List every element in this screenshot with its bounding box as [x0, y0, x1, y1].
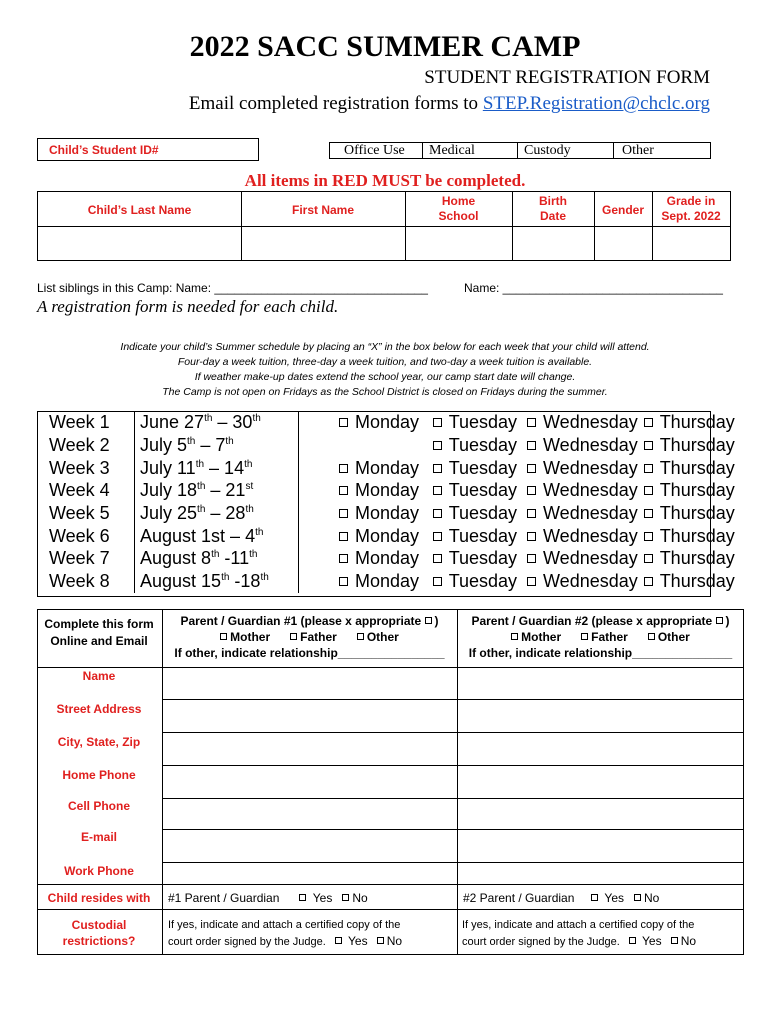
resides-p2-yes-checkbox[interactable] [591, 894, 598, 901]
week-date-end-suffix: th [249, 549, 258, 561]
tuesday-label: Tuesday [448, 525, 518, 546]
field-label-cell-phone: Cell Phone [67, 799, 130, 813]
office-use-label: Office Use [344, 143, 405, 158]
instruction-line: The Camp is not open on Fridays as the School District is closed on Fridays during the summer. [162, 386, 608, 398]
instruction-line: Indicate your child’s Summer schedule by placing an “X” in the box below for each week that your child will attend. [120, 341, 650, 353]
thursday-option [644, 457, 735, 479]
thursday-checkbox[interactable] [644, 554, 653, 563]
parent2-father-checkbox[interactable] [581, 633, 588, 640]
wednesday-label: Wednesday [543, 548, 638, 569]
week-label: Week 8 [37, 570, 135, 593]
monday-option [339, 570, 433, 592]
wednesday-checkbox[interactable] [527, 554, 536, 563]
wednesday-label: Wednesday [543, 480, 638, 501]
custody-p1 [168, 917, 402, 950]
parent2-father-label: Father [591, 630, 628, 644]
student-id-label: Child’s Student ID# [49, 143, 159, 157]
tuesday-checkbox[interactable] [433, 464, 442, 473]
tuesday-label: Tuesday [448, 571, 518, 592]
tuesday-checkbox[interactable] [433, 441, 442, 450]
week-date-end-suffix: st [245, 481, 254, 493]
parent2-title: Parent / Guardian #2 (please x appropriate [471, 614, 713, 628]
week-date-start: August 1st – 4 [140, 525, 256, 546]
parent1-other-label: Other [366, 630, 399, 644]
thursday-option [644, 525, 735, 547]
tuesday-option [433, 411, 527, 433]
week-date-start-suffix: th [197, 481, 206, 493]
parent2-header: Parent / Guardian #2 (please x appropriate ) Mother Father Other If other, indicate relationship_______________ [457, 613, 744, 661]
thursday-checkbox[interactable] [644, 486, 653, 495]
col-grade-line1: Grade in [666, 194, 716, 208]
custody-p1-yes: Yes [348, 934, 368, 948]
week-days [299, 434, 735, 457]
col-birth-date-line1: Birth [539, 194, 567, 208]
week-date-start: June 27 [140, 412, 205, 433]
week-date-end: – 14 [204, 457, 245, 478]
monday-checkbox[interactable] [339, 577, 348, 586]
wednesday-option [527, 434, 644, 456]
week-date-start-suffix: th [197, 504, 206, 516]
week-date-end: – 30 [212, 412, 253, 433]
monday-option [339, 479, 433, 501]
wednesday-option [527, 411, 644, 433]
thursday-label: Thursday [659, 503, 735, 524]
week-dates [135, 456, 299, 479]
week-days [299, 411, 735, 434]
parent1-mother-checkbox[interactable] [220, 633, 227, 640]
wednesday-label: Wednesday [543, 412, 638, 433]
wednesday-checkbox[interactable] [527, 418, 536, 427]
col-home-school-line2: School [438, 209, 479, 223]
monday-checkbox[interactable] [339, 418, 348, 427]
parent1-title: Parent / Guardian #1 (please x appropriate [180, 614, 422, 628]
wednesday-option [527, 525, 644, 547]
week-date-end-suffix: th [225, 436, 234, 448]
resides-p1-label: #1 Parent / Guardian [168, 891, 280, 905]
week-date-end: – 28 [205, 503, 246, 524]
week-row [37, 434, 735, 457]
field-label-custodial-line1: Custodial [71, 918, 127, 932]
field-label-work-phone: Work Phone [64, 864, 134, 878]
parent2-relationship[interactable]: If other, indicate relationship_______________ [468, 646, 733, 660]
complete-form-line1: Complete this form [44, 617, 154, 631]
week-days [299, 456, 735, 479]
tuesday-checkbox[interactable] [433, 509, 442, 518]
parent2-mother-label: Mother [521, 630, 562, 644]
field-label-email: E-mail [80, 830, 117, 844]
each-child-note: A registration form is needed for each child. [37, 297, 339, 316]
wednesday-checkbox[interactable] [527, 532, 536, 541]
col-gender: Gender [601, 203, 644, 217]
thursday-label: Thursday [659, 457, 735, 478]
tuesday-option [433, 502, 527, 524]
thursday-checkbox[interactable] [644, 464, 653, 473]
siblings-line-1: List siblings in this Camp: Name: ________________________________ [37, 281, 428, 295]
resides-p2-label: #2 Parent / Guardian [463, 891, 575, 905]
thursday-option [644, 547, 735, 569]
week-date-start: July 11 [140, 457, 196, 478]
parent1-father-checkbox[interactable] [290, 633, 297, 640]
week-row [37, 547, 735, 570]
email-instruction [189, 93, 710, 115]
monday-checkbox[interactable] [339, 532, 348, 541]
thursday-label: Thursday [659, 525, 735, 546]
week-date-end-suffix: th [252, 413, 261, 425]
week-date-end: -11 [219, 548, 250, 569]
tuesday-label: Tuesday [448, 480, 518, 501]
field-label-city: City, State, Zip [57, 735, 141, 749]
wednesday-label: Wednesday [543, 457, 638, 478]
monday-label: Monday [355, 525, 420, 546]
week-dates [135, 479, 299, 502]
week-label: Week 6 [37, 524, 135, 547]
student-id-field[interactable] [37, 138, 259, 161]
week-row [37, 502, 735, 525]
thursday-label: Thursday [659, 435, 735, 456]
custody-p2-yes-checkbox[interactable] [629, 937, 636, 944]
wednesday-option [527, 457, 644, 479]
tuesday-checkbox[interactable] [433, 486, 442, 495]
custody-p2-line1: If yes, indicate and attach a certified copy of the [462, 919, 695, 931]
week-date-end: – 21 [205, 480, 246, 501]
tuesday-checkbox[interactable] [433, 532, 442, 541]
tuesday-checkbox[interactable] [433, 554, 442, 563]
resides-p2-yes: Yes [604, 891, 624, 905]
week-date-start: August 15 [140, 571, 222, 592]
monday-label: Monday [355, 548, 420, 569]
week-date-start-suffix: th [187, 436, 196, 448]
wednesday-checkbox[interactable] [527, 486, 536, 495]
week-label: Week 3 [37, 456, 135, 479]
col-first-name: First Name [291, 203, 355, 217]
instruction-line: Four-day a week tuition, three-day a week tuition, and two-day a week tuition is available. [177, 356, 593, 368]
thursday-checkbox[interactable] [644, 441, 653, 450]
thursday-option [644, 570, 735, 592]
complete-form-note [37, 616, 161, 650]
custody-p1-line1: If yes, indicate and attach a certified copy of the [168, 919, 401, 931]
tuesday-option [433, 457, 527, 479]
week-date-start: July 5 [140, 435, 188, 456]
required-note: All items in RED MUST be completed. [244, 171, 526, 190]
monday-checkbox[interactable] [339, 486, 348, 495]
week-days [299, 502, 735, 525]
resides-p1-yes: Yes [312, 891, 333, 905]
field-label-name: Name [82, 669, 116, 683]
week-date-start: July 25 [140, 503, 198, 524]
wednesday-checkbox[interactable] [527, 577, 536, 586]
week-row [37, 411, 735, 434]
field-label-street: Street Address [56, 702, 142, 716]
resides-p2 [463, 891, 659, 905]
monday-option [339, 547, 433, 569]
tuesday-option [433, 547, 527, 569]
week-date-end: – 7 [195, 435, 226, 456]
monday-option [339, 502, 433, 524]
page-title: 2022 SACC SUMMER CAMP [189, 30, 581, 63]
week-label: Week 5 [37, 502, 135, 525]
tuesday-label: Tuesday [448, 503, 518, 524]
thursday-option [644, 434, 735, 456]
child-info-table [37, 191, 731, 261]
col-grade-line2: Sept. 2022 [661, 209, 721, 223]
tuesday-label: Tuesday [448, 412, 518, 433]
wednesday-checkbox[interactable] [527, 441, 536, 450]
week-date-start: July 18 [140, 480, 198, 501]
wednesday-option [527, 547, 644, 569]
week-dates [135, 434, 299, 457]
tuesday-checkbox[interactable] [433, 577, 442, 586]
field-label-custodial-line2: restrictions? [62, 934, 136, 948]
col-home-school-line1: Home [441, 194, 476, 208]
custody-p1-yes-checkbox[interactable] [335, 937, 342, 944]
week-days [299, 570, 735, 593]
monday-checkbox[interactable] [339, 509, 348, 518]
instructions [0, 340, 770, 400]
week-label: Week 2 [37, 434, 135, 457]
custody-p1-no: No [386, 934, 403, 948]
tuesday-option [433, 525, 527, 547]
week-dates [135, 524, 299, 547]
week-date-start-suffix: th [211, 549, 220, 561]
checkbox-icon [425, 617, 432, 624]
week-days [299, 479, 735, 502]
tuesday-label: Tuesday [448, 435, 518, 456]
monday-checkbox[interactable] [339, 554, 348, 563]
parent1-relationship[interactable]: If other, indicate relationship________________ [174, 646, 445, 660]
week-date-end-suffix: th [260, 572, 269, 584]
week-date-end-suffix: th [244, 458, 253, 470]
custody-p2-no: No [680, 934, 697, 948]
parent1-header: Parent / Guardian #1 (please x appropriate ) Mother Father Other If other, indicate relationship________________ [162, 613, 457, 661]
col-birth-date-line2: Date [539, 209, 566, 223]
thursday-option [644, 411, 735, 433]
thursday-checkbox[interactable] [644, 418, 653, 427]
checkbox-icon [716, 617, 723, 624]
week-label: Week 4 [37, 479, 135, 502]
thursday-label: Thursday [659, 480, 735, 501]
week-row [37, 524, 735, 547]
thursday-label: Thursday [659, 412, 735, 433]
resides-p1-no-checkbox[interactable] [342, 894, 349, 901]
weeks-table [37, 411, 735, 593]
monday-option [339, 411, 433, 433]
tuesday-checkbox[interactable] [433, 418, 442, 427]
week-dates [135, 547, 299, 570]
other-label: Other [622, 143, 654, 158]
week-days [299, 547, 735, 570]
monday-label: Monday [355, 457, 420, 478]
custody-label: Custody [524, 143, 571, 158]
instruction-line: If weather make-up dates extend the school year, our camp start date will change. [194, 371, 576, 383]
thursday-checkbox[interactable] [644, 509, 653, 518]
col-home-school [405, 194, 512, 224]
week-date-end: -18 [229, 571, 261, 592]
wednesday-option [527, 479, 644, 501]
resides-p1 [168, 891, 368, 905]
field-label-custodial [37, 917, 161, 949]
parent1-other-checkbox[interactable] [357, 633, 364, 640]
field-label-home-phone: Home Phone [62, 768, 136, 782]
tuesday-option [433, 434, 527, 456]
custody-p2-yes: Yes [642, 934, 662, 948]
parent2-mother-checkbox[interactable] [511, 633, 518, 640]
week-days [299, 524, 735, 547]
resides-p1-yes-checkbox[interactable] [299, 894, 306, 901]
week-row [37, 570, 735, 593]
week-row [37, 456, 735, 479]
monday-label: Monday [355, 480, 420, 501]
wednesday-checkbox[interactable] [527, 464, 536, 473]
tuesday-option [433, 479, 527, 501]
form-subtitle: STUDENT REGISTRATION FORM [424, 67, 710, 88]
tuesday-option [433, 570, 527, 592]
wednesday-checkbox[interactable] [527, 509, 536, 518]
wednesday-label: Wednesday [543, 435, 638, 456]
week-label: Week 7 [37, 547, 135, 570]
siblings-line-2: Name: _________________________________ [464, 281, 723, 295]
tuesday-label: Tuesday [448, 457, 518, 478]
monday-checkbox[interactable] [339, 464, 348, 473]
email-link[interactable]: STEP.Registration@chclc.org [482, 93, 710, 114]
tuesday-label: Tuesday [448, 548, 518, 569]
week-dates [135, 570, 299, 593]
col-last-name: Child’s Last Name [87, 203, 192, 217]
monday-option [339, 457, 433, 479]
custody-p2 [462, 917, 696, 950]
thursday-option [644, 479, 735, 501]
monday-label: Monday [355, 571, 420, 592]
week-dates [135, 502, 299, 525]
parent2-other-label: Other [657, 630, 690, 644]
monday-label: Monday [355, 503, 420, 524]
resides-p2-no-checkbox[interactable] [634, 894, 641, 901]
custody-p2-line2: court order signed by the Judge. [462, 936, 620, 948]
parent2-other-checkbox[interactable] [648, 633, 655, 640]
week-date-start-suffix: th [204, 413, 213, 425]
thursday-checkbox[interactable] [644, 532, 653, 541]
resides-p2-no: No [644, 891, 660, 905]
monday-option [339, 525, 433, 547]
wednesday-label: Wednesday [543, 525, 638, 546]
wednesday-label: Wednesday [543, 503, 638, 524]
week-date-start: August 8 [140, 548, 212, 569]
week-label: Week 1 [37, 411, 135, 434]
thursday-label: Thursday [659, 571, 735, 592]
monday-label: Monday [355, 412, 420, 433]
col-grade [652, 194, 730, 224]
parent1-mother-label: Mother [230, 630, 271, 644]
parent1-father-label: Father [300, 630, 337, 644]
week-dates [135, 411, 299, 434]
custody-p1-line2: court order signed by the Judge. [168, 936, 326, 948]
office-use-box [329, 142, 711, 159]
wednesday-option [527, 570, 644, 592]
email-instruction-text: Email completed registration forms to [188, 93, 483, 114]
week-date-end-suffix: th [245, 504, 254, 516]
custody-p1-no-checkbox[interactable] [377, 937, 384, 944]
custody-p2-no-checkbox[interactable] [671, 937, 678, 944]
week-row [37, 479, 735, 502]
week-date-end-suffix: th [255, 526, 264, 538]
week-date-start-suffix: th [221, 572, 230, 584]
thursday-checkbox[interactable] [644, 577, 653, 586]
week-date-start-suffix: th [195, 458, 205, 470]
resides-p1-no: No [352, 891, 368, 905]
col-birth-date [512, 194, 594, 224]
thursday-option [644, 502, 735, 524]
wednesday-label: Wednesday [543, 571, 638, 592]
thursday-label: Thursday [659, 548, 735, 569]
medical-label: Medical [429, 143, 475, 158]
field-label-resides: Child resides with [47, 891, 151, 905]
complete-form-line2: Online and Email [50, 634, 148, 648]
wednesday-option [527, 502, 644, 524]
